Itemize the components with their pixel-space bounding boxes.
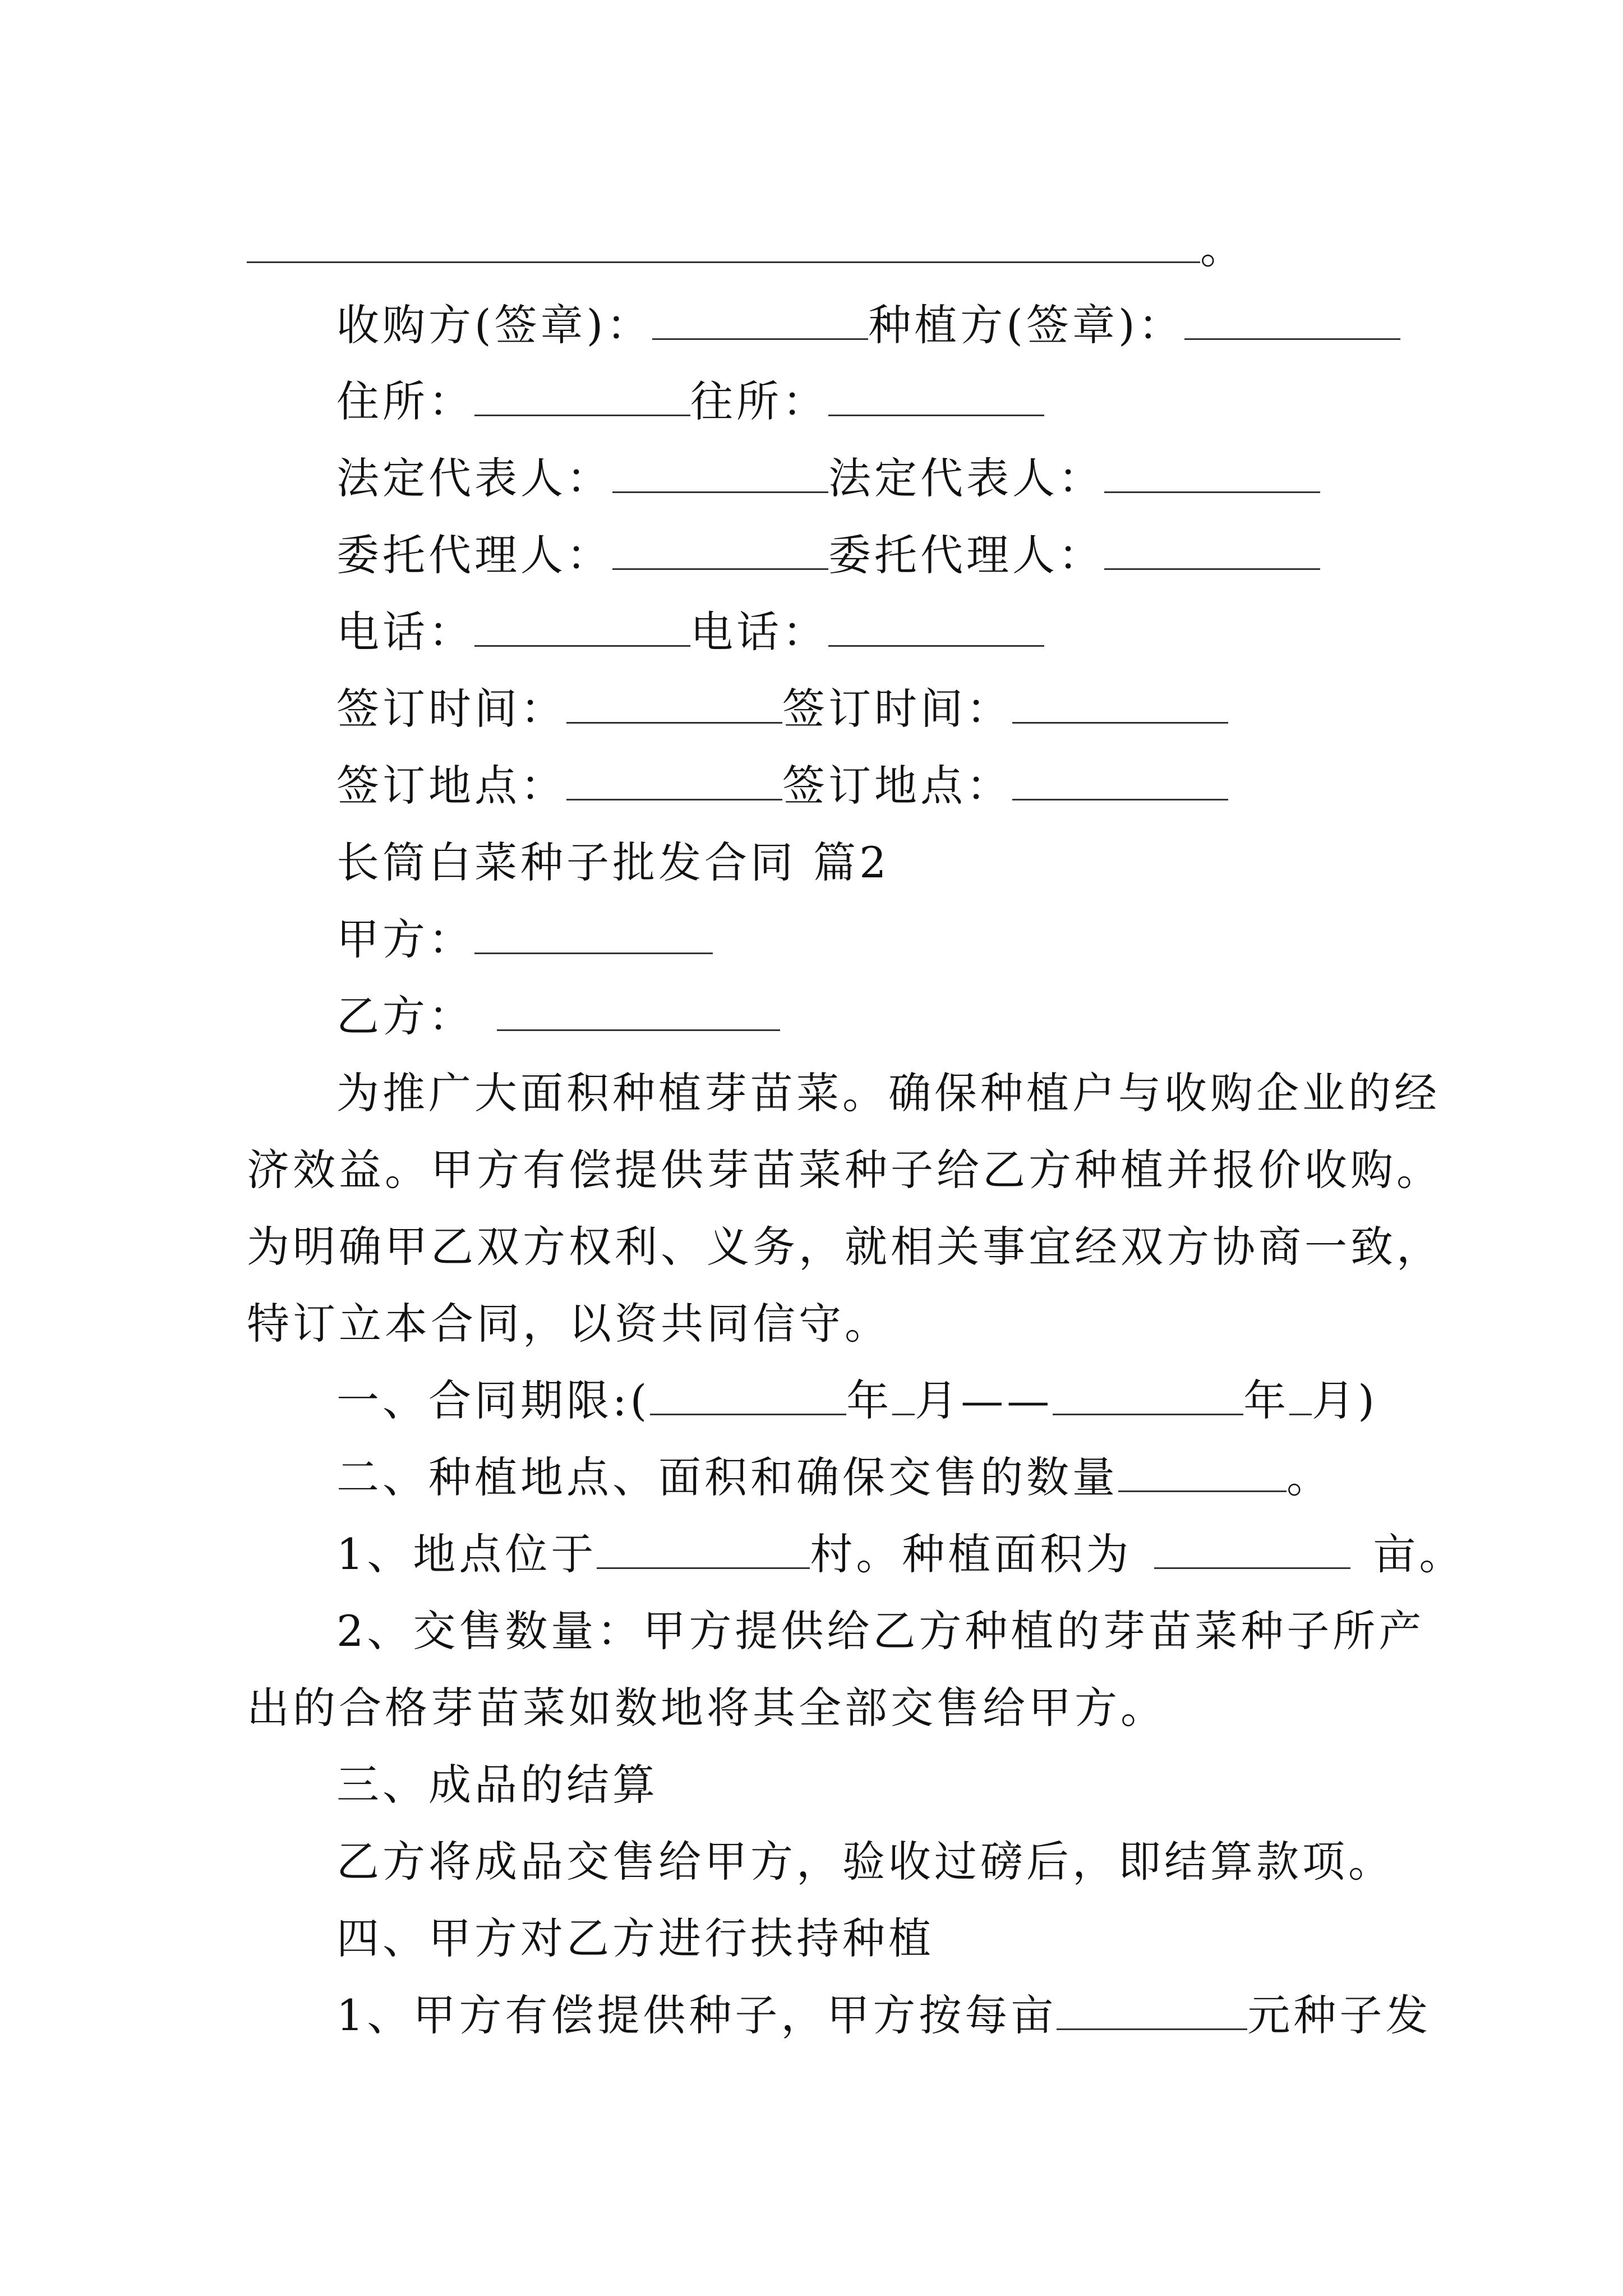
agent-label-2: 委托代理人： (828, 530, 1104, 580)
sign-place-label-2: 签订地点： (782, 761, 1012, 811)
sign-time-blank-2 (1012, 688, 1228, 724)
item-2-text: 出的合格芽苗菜如数地将其全部交售给甲方。 (247, 1683, 1166, 1733)
clause-4-text: 四、甲方对乙方进行扶持种植 (336, 1913, 934, 1963)
sign-time-label-2: 签订时间： (782, 684, 1012, 734)
address-blank-2 (828, 381, 1044, 416)
legal-rep-label: 法定代表人： (336, 453, 612, 503)
address-blank (474, 381, 690, 416)
clause-4-heading (336, 1912, 934, 1966)
item-1-prefix: 1、地点位于 (336, 1529, 597, 1579)
signature-row-place (336, 759, 1228, 813)
paragraph-line (247, 1220, 1442, 1274)
item-1-area-blank (1154, 1534, 1350, 1569)
term-month-blank-2 (1289, 1380, 1312, 1415)
item-2-text: 2、交售数量：甲方提供给乙方种植的芽苗菜种子所产 (336, 1606, 1425, 1656)
paragraph-line (247, 1681, 1166, 1735)
top-underline-row (247, 222, 1246, 275)
buyer-sign-blank (652, 305, 868, 340)
term-month-2: 月) (1312, 1375, 1378, 1425)
sign-place-label: 签订地点： (336, 761, 566, 811)
party-b-label: 乙方： (336, 991, 474, 1041)
sign-place-blank-2 (1012, 765, 1228, 800)
agent-blank (612, 535, 828, 570)
sign-time-label: 签订时间： (336, 684, 566, 734)
item-1-row (336, 1527, 1465, 1581)
party-a-label: 甲方： (336, 914, 474, 964)
signature-row-legal-rep (336, 452, 1320, 505)
sign-time-blank (566, 688, 782, 724)
agent-blank-2 (1104, 535, 1320, 570)
term-blank-2 (1053, 1380, 1243, 1415)
section-title-text: 长筒白菜种子批发合同 篇2 (336, 838, 890, 887)
clause-3-body (336, 1835, 1394, 1889)
item-1-end: 亩。 (1373, 1529, 1465, 1579)
item-1-mid: 村。种植面积为 (810, 1529, 1132, 1579)
paragraph-line (336, 1066, 1440, 1120)
phone-blank (474, 611, 690, 647)
paragraph-line (336, 1604, 1424, 1658)
signature-row-phone (336, 605, 1044, 659)
clause-3-body-text: 乙方将成品交售给甲方，验收过磅后，即结算款项。 (336, 1837, 1394, 1887)
paragraph-line (247, 1297, 891, 1351)
signature-row-buyer (336, 298, 1400, 352)
signature-row-address (336, 375, 1044, 429)
legal-rep-label-2: 法定代表人： (828, 453, 1104, 503)
clause-4-item-1-prefix: 1、甲方有偿提供种子，甲方按每亩 (336, 1990, 1057, 2040)
paragraph-line (247, 1143, 1442, 1197)
party-a-blank (474, 919, 713, 954)
clause-2-text: 二、种植地点、面积和确保交售的数量 (336, 1452, 1118, 1502)
paragraph-text: 为明确甲乙双方权利、义务，就相关事宜经双方协商一致， (247, 1222, 1442, 1272)
party-a-row (336, 913, 713, 967)
clause-2-row (336, 1451, 1332, 1504)
section-title (336, 836, 890, 890)
paragraph-text: 特订立本合同，以资共同信守。 (247, 1299, 891, 1349)
clause-3-text: 三、成品的结算 (336, 1760, 658, 1810)
period-mark: 。 (1200, 223, 1246, 273)
signature-row-time (336, 682, 1228, 736)
term-year: 年 (846, 1375, 893, 1425)
clause-3-heading (336, 1758, 658, 1812)
term-month-blank (892, 1380, 915, 1415)
seed-price-blank (1057, 1995, 1247, 2030)
term-year-2: 年 (1243, 1375, 1290, 1425)
term-prefix: 一、合同期限:( (336, 1375, 651, 1425)
term-blank-1 (650, 1380, 846, 1415)
blank-line (247, 228, 1200, 263)
party-b-row (336, 990, 780, 1043)
party-b-blank (497, 996, 780, 1031)
phone-blank-2 (828, 611, 1044, 647)
paragraph-text: 济效益。甲方有偿提供芽苗菜种子给乙方种植并报价收购。 (247, 1145, 1442, 1195)
signature-row-agent (336, 528, 1320, 582)
item-1-village-blank (597, 1534, 810, 1569)
agent-label: 委托代理人： (336, 530, 612, 580)
term-month: 月—— (915, 1375, 1053, 1425)
phone-label: 电话： (336, 607, 474, 657)
term-row (336, 1374, 1378, 1428)
grower-sign-blank (1184, 305, 1400, 340)
address-label: 住所： (336, 376, 474, 426)
legal-rep-blank-2 (1104, 458, 1320, 493)
clause-2-blank (1118, 1457, 1287, 1492)
buyer-sign-label: 收购方(签章)： (336, 300, 653, 350)
clause-2-end: 。 (1287, 1452, 1332, 1502)
grower-sign-label: 种植方(签章)： (868, 300, 1184, 350)
address-label-2: 往所： (690, 376, 828, 426)
legal-rep-blank (612, 458, 828, 493)
sign-place-blank (566, 765, 782, 800)
clause-4-item-1-end: 元种子发 (1247, 1990, 1432, 2040)
paragraph-text: 为推广大面积种植芽苗菜。确保种植户与收购企业的经 (336, 1068, 1440, 1118)
phone-label-2: 电话： (690, 607, 828, 657)
clause-4-item-1 (336, 1989, 1431, 2042)
